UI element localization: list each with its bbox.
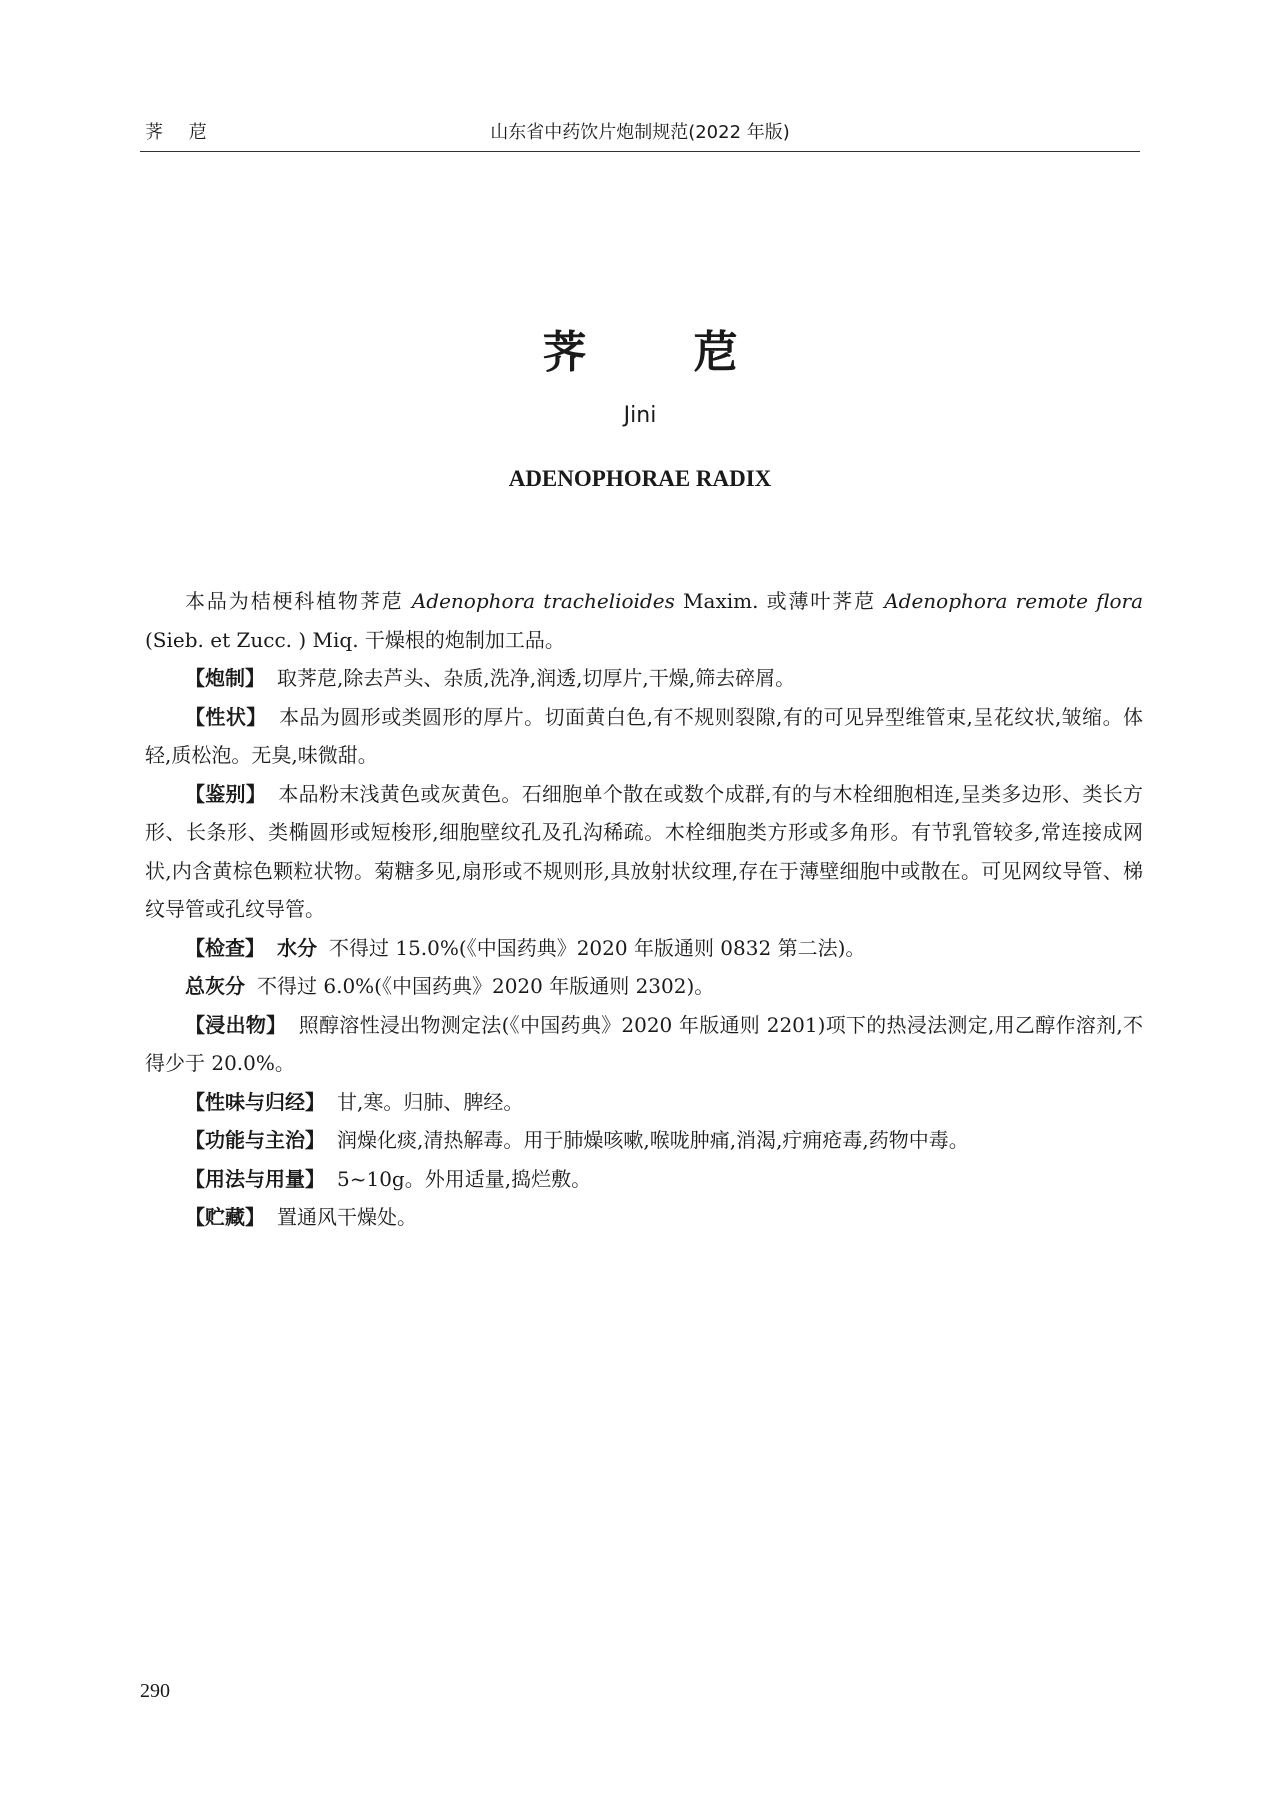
section-zhucang xyxy=(145,1198,1143,1237)
section-text: 照醇溶性浸出物测定法(《中国药典》2020 年版通则 2201)项下的热浸法测定,用乙醇作溶剂,不得少于 20.0%。 xyxy=(145,1012,1143,1075)
entry-pinyin: Jini xyxy=(623,403,657,428)
intro-text-3: (Sieb. et Zucc. ) Miq. 干燥根的炮制加工品。 xyxy=(145,627,565,652)
section-sub-label: 水分 xyxy=(277,935,317,960)
section-jiancha xyxy=(145,929,1143,968)
section-label: 【用法与用量】 xyxy=(185,1166,325,1191)
section-text: 不得过 6.0%(《中国药典》2020 年版通则 2302)。 xyxy=(257,974,715,998)
section-text: 本品为圆形或类圆形的厚片。切面黄白色,有不规则裂隙,有的可见异型维管束,呈花纹状,皱缩。体轻,质松泡。无臭,味微甜。 xyxy=(145,704,1144,767)
entry-latin-name: ADENOPHORAE RADIX xyxy=(508,466,772,491)
section-xingwei xyxy=(145,1083,1143,1122)
header-rule xyxy=(140,151,1140,152)
section-label: 【功能与主治】 xyxy=(185,1128,325,1152)
header-entry-name: 荠 苨 xyxy=(145,122,217,143)
section-paozhi xyxy=(145,659,1143,698)
section-label: 【贮藏】 xyxy=(185,1205,265,1229)
section-label: 【鉴别】 xyxy=(185,781,267,806)
section-yongfa xyxy=(145,1160,1143,1199)
section-label: 【炮制】 xyxy=(185,666,265,690)
species-name-1: Adenophora trachelioides xyxy=(411,589,675,613)
section-text: 润燥化痰,清热解毒。用于肺燥咳嗽,喉咙肿痛,消渴,疔痈疮毒,药物中毒。 xyxy=(337,1128,969,1152)
section-huifen xyxy=(145,967,1143,1006)
section-text: 本品粉末浅黄色或灰黄色。石细胞单个散在或数个成群,有的与木栓细胞相连,呈类多边形、类长方形、长条形、类椭圆形或短梭形,细胞壁纹孔及孔沟稀疏。木栓细胞类方形或多角形。有节乳管较多,常连接成网状,内含黄棕色颗粒状物。菊糖多见,扇形或不规则形,具放射状纹理,存在于薄壁细胞中或散在。可见网纹导管、梯纹导管或孔纹导管。 xyxy=(145,781,1143,921)
section-jianbie xyxy=(145,775,1143,929)
section-xingzhuang xyxy=(145,698,1143,775)
species-name-2: Adenophora remote flora xyxy=(884,589,1143,613)
section-label: 总灰分 xyxy=(185,974,245,998)
section-label: 【性味与归经】 xyxy=(185,1089,325,1114)
section-text: 取荠苨,除去芦头、杂质,洗净,润透,切厚片,干燥,筛去碎屑。 xyxy=(277,666,796,690)
section-jinchuwu xyxy=(145,1006,1143,1083)
intro-text-1: 本品为桔梗科植物荠苨 xyxy=(185,589,412,613)
section-gongneng xyxy=(145,1121,1143,1160)
section-label: 【检查】 xyxy=(185,935,265,960)
page-number: 290 xyxy=(140,1680,170,1702)
intro-paragraph xyxy=(145,582,1143,659)
section-text: 不得过 15.0%(《中国药典》2020 年版通则 0832 第二法)。 xyxy=(329,935,866,960)
section-label: 【性状】 xyxy=(185,704,267,729)
entry-body xyxy=(145,582,1143,1237)
entry-title: 荠 苨 xyxy=(542,327,784,378)
section-text: 置通风干燥处。 xyxy=(277,1205,417,1229)
section-text: 5~10g。外用适量,捣烂敷。 xyxy=(337,1166,592,1191)
running-header xyxy=(140,112,1140,146)
intro-text-2: Maxim. 或薄叶荠苨 xyxy=(674,589,885,613)
section-text: 甘,寒。归肺、脾经。 xyxy=(337,1089,524,1114)
section-label: 【浸出物】 xyxy=(185,1012,287,1037)
header-book-title: 山东省中药饮片炮制规范(2022 年版) xyxy=(490,122,790,143)
